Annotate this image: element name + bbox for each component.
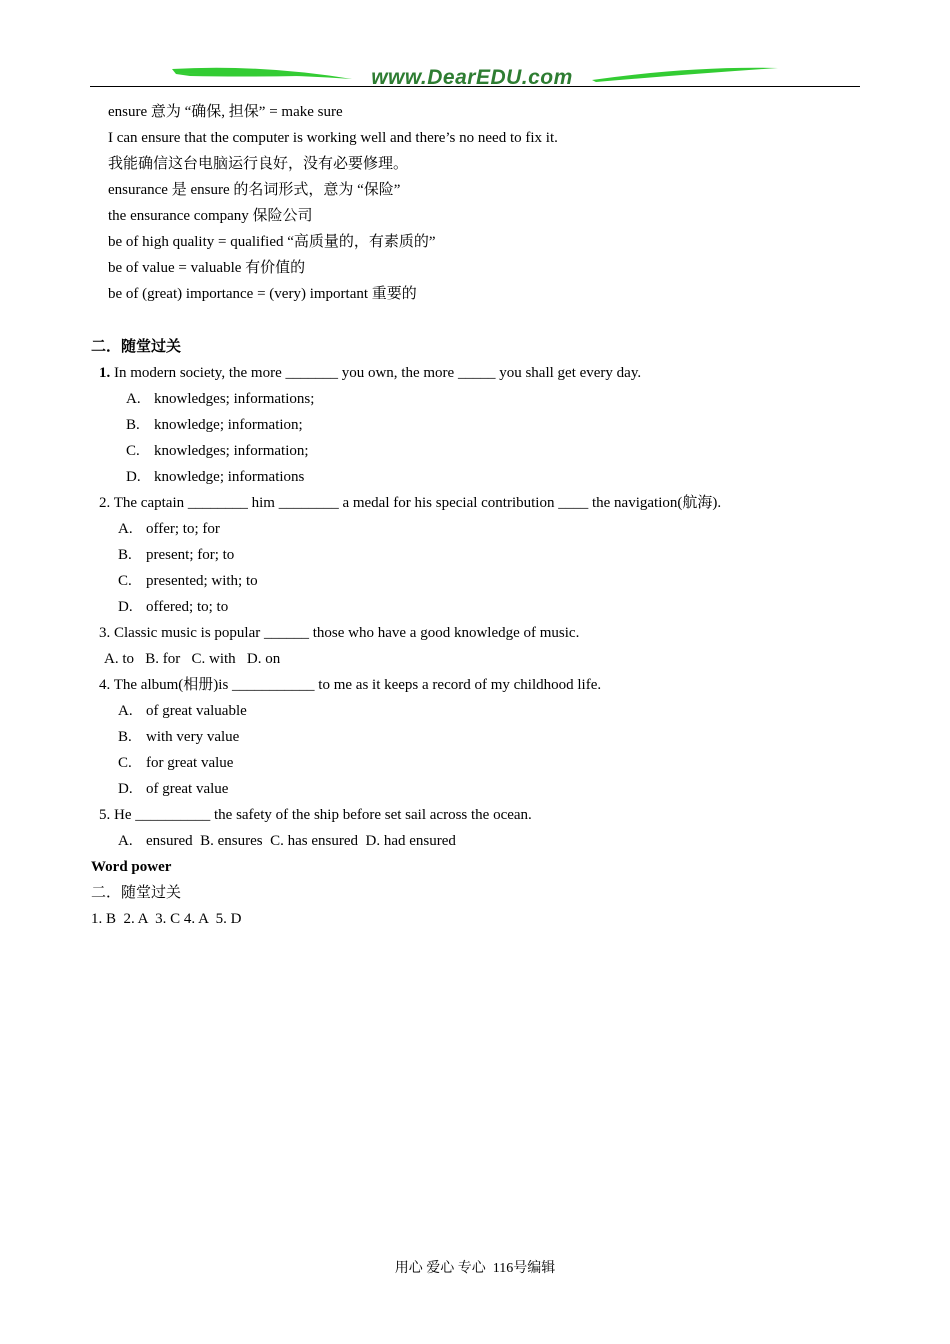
note-line-6: be of high quality = qualified “高质量的，有素质的” <box>108 234 436 250</box>
option-text: knowledges; information; <box>154 443 309 459</box>
question-2: 2. The captain ________ him ________ a medal for his special contribution ____ the navigation(航海). <box>99 495 722 511</box>
header-logo-graphic <box>0 0 950 100</box>
option-letter: D. <box>118 781 133 797</box>
left-swoosh <box>172 68 352 79</box>
answers-heading: Word power <box>91 859 172 875</box>
question-1 <box>99 363 641 383</box>
question-1-number: 1. <box>99 365 111 381</box>
note-line-8: be of (great) importance = (very) important 重要的 <box>108 286 417 302</box>
option-letter: B. <box>126 417 140 433</box>
q2-option-b <box>118 545 234 565</box>
right-swoosh <box>592 68 778 82</box>
q4-option-c <box>118 753 233 773</box>
header-logo-text: www.DearEDU.com <box>371 66 573 89</box>
option-text: present; for; to <box>146 547 235 563</box>
question-5: 5. He __________ the safety of the ship before set sail across the ocean. <box>99 807 532 823</box>
header-rule <box>90 86 860 87</box>
note-line-7: be of value = valuable 有价值的 <box>108 260 306 276</box>
option-text: with very value <box>146 729 240 745</box>
option-letter: C. <box>118 573 132 589</box>
option-text: knowledge; informations <box>154 469 305 485</box>
q2-option-c <box>118 571 258 591</box>
answers-line: 1. B 2. A 3. C 4. A 5. D <box>91 911 242 927</box>
option-letter: B. <box>118 729 132 745</box>
note-line-3: 我能确信这台电脑运行良好，没有必要修理。 <box>108 156 409 172</box>
note-line-2: I can ensure that the computer is working well and there’s no need to fix it. <box>108 130 558 146</box>
q1-option-d <box>126 467 304 487</box>
header-banner <box>0 0 950 100</box>
q2-option-a <box>118 519 220 539</box>
option-text: presented; with; to <box>146 573 258 589</box>
question-4: 4. The album(相册)is ___________ to me as it keeps a record of my childhood life. <box>99 677 602 693</box>
option-letter: A. <box>118 703 133 719</box>
option-text: of great value <box>146 781 229 797</box>
option-letter: C. <box>118 755 132 771</box>
option-text: knowledges; informations; <box>154 391 315 407</box>
option-letter: D. <box>118 599 133 615</box>
question-3: 3. Classic music is popular ______ those who have a good knowledge of music. <box>99 625 580 641</box>
option-text: offered; to; to <box>146 599 229 615</box>
option-text: offer; to; for <box>146 521 220 537</box>
answers-subheading: 二．随堂过关 <box>91 885 182 901</box>
option-letter: D. <box>126 469 141 485</box>
q5-options <box>118 831 456 851</box>
option-letter: A. <box>126 391 141 407</box>
q4-option-b <box>118 727 239 747</box>
option-text: ensured B. ensures C. has ensured D. had ensured <box>146 833 456 849</box>
option-letter: A. <box>118 833 133 849</box>
q1-option-b <box>126 415 303 435</box>
option-text: for great value <box>146 755 234 771</box>
question-1-text: In modern society, the more _______ you own, the more _____ you shall get every day. <box>110 365 642 381</box>
page-footer: 用心 爱心 专心 116号编辑 <box>394 1261 556 1276</box>
q1-option-c <box>126 441 309 461</box>
section-title: 二．随堂过关 <box>91 339 182 355</box>
option-letter: B. <box>118 547 132 563</box>
q3-options: A. to B. for C. with D. on <box>104 651 281 667</box>
q4-option-d <box>118 779 228 799</box>
note-line-1: ensure 意为 “确保, 担保” = make sure <box>108 104 343 120</box>
q2-option-d <box>118 597 228 617</box>
option-letter: A. <box>118 521 133 537</box>
option-text: of great valuable <box>146 703 247 719</box>
note-line-4: ensurance 是 ensure 的名词形式，意为 “保险” <box>108 182 401 198</box>
note-line-5: the ensurance company 保险公司 <box>108 208 313 224</box>
option-text: knowledge; information; <box>154 417 303 433</box>
q4-option-a <box>118 701 247 721</box>
q1-option-a <box>126 389 314 409</box>
option-letter: C. <box>126 443 140 459</box>
